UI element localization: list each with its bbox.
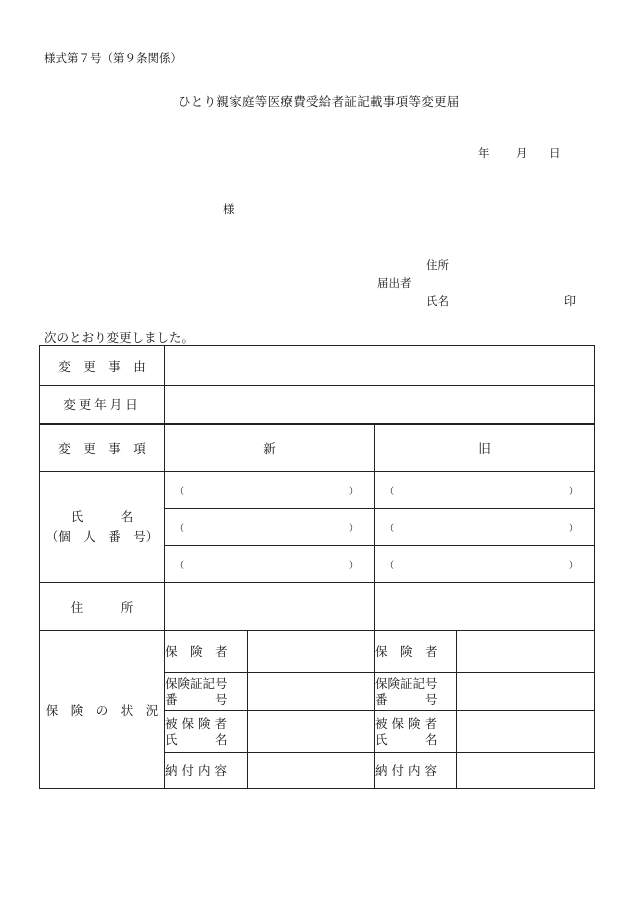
- old-cert-label-cell: [375, 673, 457, 711]
- intro-text: 次のとおり変更しました。: [44, 330, 195, 345]
- row-name-1: [40, 472, 595, 509]
- row-items-header: [40, 424, 595, 472]
- new-cert-label-line1: 保険証記号: [165, 675, 228, 691]
- paren-close: ）: [348, 560, 358, 571]
- date-month: 月: [516, 146, 528, 160]
- change-date-input[interactable]: [165, 386, 595, 424]
- old-address-input[interactable]: [375, 583, 595, 631]
- form-title: ひとり親家庭等医療費受給者証記載事項等変更届: [178, 94, 460, 109]
- new-cert-label-line2: 番 号: [165, 691, 228, 707]
- old-name-input-2[interactable]: [375, 509, 595, 546]
- change-date-label: 変更年月日: [63, 397, 141, 413]
- applicant-name-label: 氏名: [426, 294, 449, 308]
- new-name-input-2[interactable]: [165, 509, 375, 546]
- new-payment-label-cell: [165, 753, 248, 789]
- name-label-line1: 氏 名: [70, 509, 134, 524]
- insurance-label-cell: [40, 631, 165, 789]
- new-insurer-label-cell: [165, 631, 248, 673]
- new-header-cell: [165, 424, 375, 472]
- new-insured-label-line2: 氏 名: [165, 731, 228, 747]
- old-payment-label: 納付内容: [375, 762, 442, 778]
- addressee-suffix: 様: [223, 202, 235, 216]
- new-insured-label-line1: 被保険者: [165, 715, 232, 731]
- paren-close: ）: [348, 523, 358, 534]
- paren-open: （: [385, 486, 395, 497]
- old-insured-label-cell: [375, 711, 457, 753]
- applicant-address-label: 住所: [426, 258, 449, 272]
- date-year: 年: [478, 146, 490, 160]
- seal-mark: 印: [564, 294, 577, 308]
- reason-label: 変 更 事 由: [58, 358, 146, 374]
- paren-open: （: [175, 523, 185, 534]
- change-form-table: [39, 345, 595, 789]
- new-payment-input[interactable]: [248, 753, 375, 789]
- new-name-input-3[interactable]: [165, 546, 375, 583]
- old-insurer-label-cell: [375, 631, 457, 673]
- name-label-line2: （個 人 番 号）: [45, 529, 159, 544]
- new-address-input[interactable]: [165, 583, 375, 631]
- paren-open: （: [385, 523, 395, 534]
- new-cert-label-cell: [165, 673, 248, 711]
- row-insurer: [40, 631, 595, 673]
- insurance-label: 保 険 の 状 況: [45, 702, 159, 718]
- row-address: [40, 583, 595, 631]
- old-insured-input[interactable]: [457, 711, 595, 753]
- old-name-input-3[interactable]: [375, 546, 595, 583]
- old-payment-input[interactable]: [457, 753, 595, 789]
- old-cert-label-line1: 保険証記号: [375, 675, 438, 691]
- paren-open: （: [175, 486, 185, 497]
- old-name-input-1[interactable]: [375, 472, 595, 509]
- items-label: 変 更 事 項: [58, 440, 146, 456]
- paren-close: ）: [348, 486, 358, 497]
- name-label-cell: [40, 472, 165, 583]
- new-insurer-input[interactable]: [248, 631, 375, 673]
- row-change-date: [40, 386, 595, 424]
- old-cert-input[interactable]: [457, 673, 595, 711]
- old-cert-label-line2: 番 号: [375, 691, 438, 707]
- date-day: 日: [549, 146, 561, 160]
- address-label: 住 所: [70, 599, 134, 615]
- reason-input[interactable]: [165, 346, 595, 386]
- new-insured-input[interactable]: [248, 711, 375, 753]
- new-name-input-1[interactable]: [165, 472, 375, 509]
- reason-label-cell: [40, 346, 165, 386]
- row-reason: [40, 346, 595, 386]
- paren-close: ）: [568, 486, 578, 497]
- address-label-cell: [40, 583, 165, 631]
- old-insurer-input[interactable]: [457, 631, 595, 673]
- paren-close: ）: [568, 560, 578, 571]
- old-header: 旧: [478, 440, 491, 456]
- old-insured-label-line2: 氏 名: [375, 731, 438, 747]
- applicant-role-label: 届出者: [377, 276, 412, 290]
- old-insurer-label: 保 険 者: [375, 643, 438, 659]
- items-label-cell: [40, 424, 165, 472]
- new-header: 新: [263, 440, 276, 456]
- new-insured-label-cell: [165, 711, 248, 753]
- old-payment-label-cell: [375, 753, 457, 789]
- old-insured-label-line1: 被保険者: [375, 715, 442, 731]
- paren-open: （: [175, 560, 185, 571]
- paren-close: ）: [568, 523, 578, 534]
- paren-open: （: [385, 560, 395, 571]
- new-insurer-label: 保 険 者: [165, 643, 228, 659]
- form-number: 様式第７号（第９条関係）: [44, 51, 182, 65]
- new-cert-input[interactable]: [248, 673, 375, 711]
- new-payment-label: 納付内容: [165, 762, 232, 778]
- old-header-cell: [375, 424, 595, 472]
- change-date-label-cell: [40, 386, 165, 424]
